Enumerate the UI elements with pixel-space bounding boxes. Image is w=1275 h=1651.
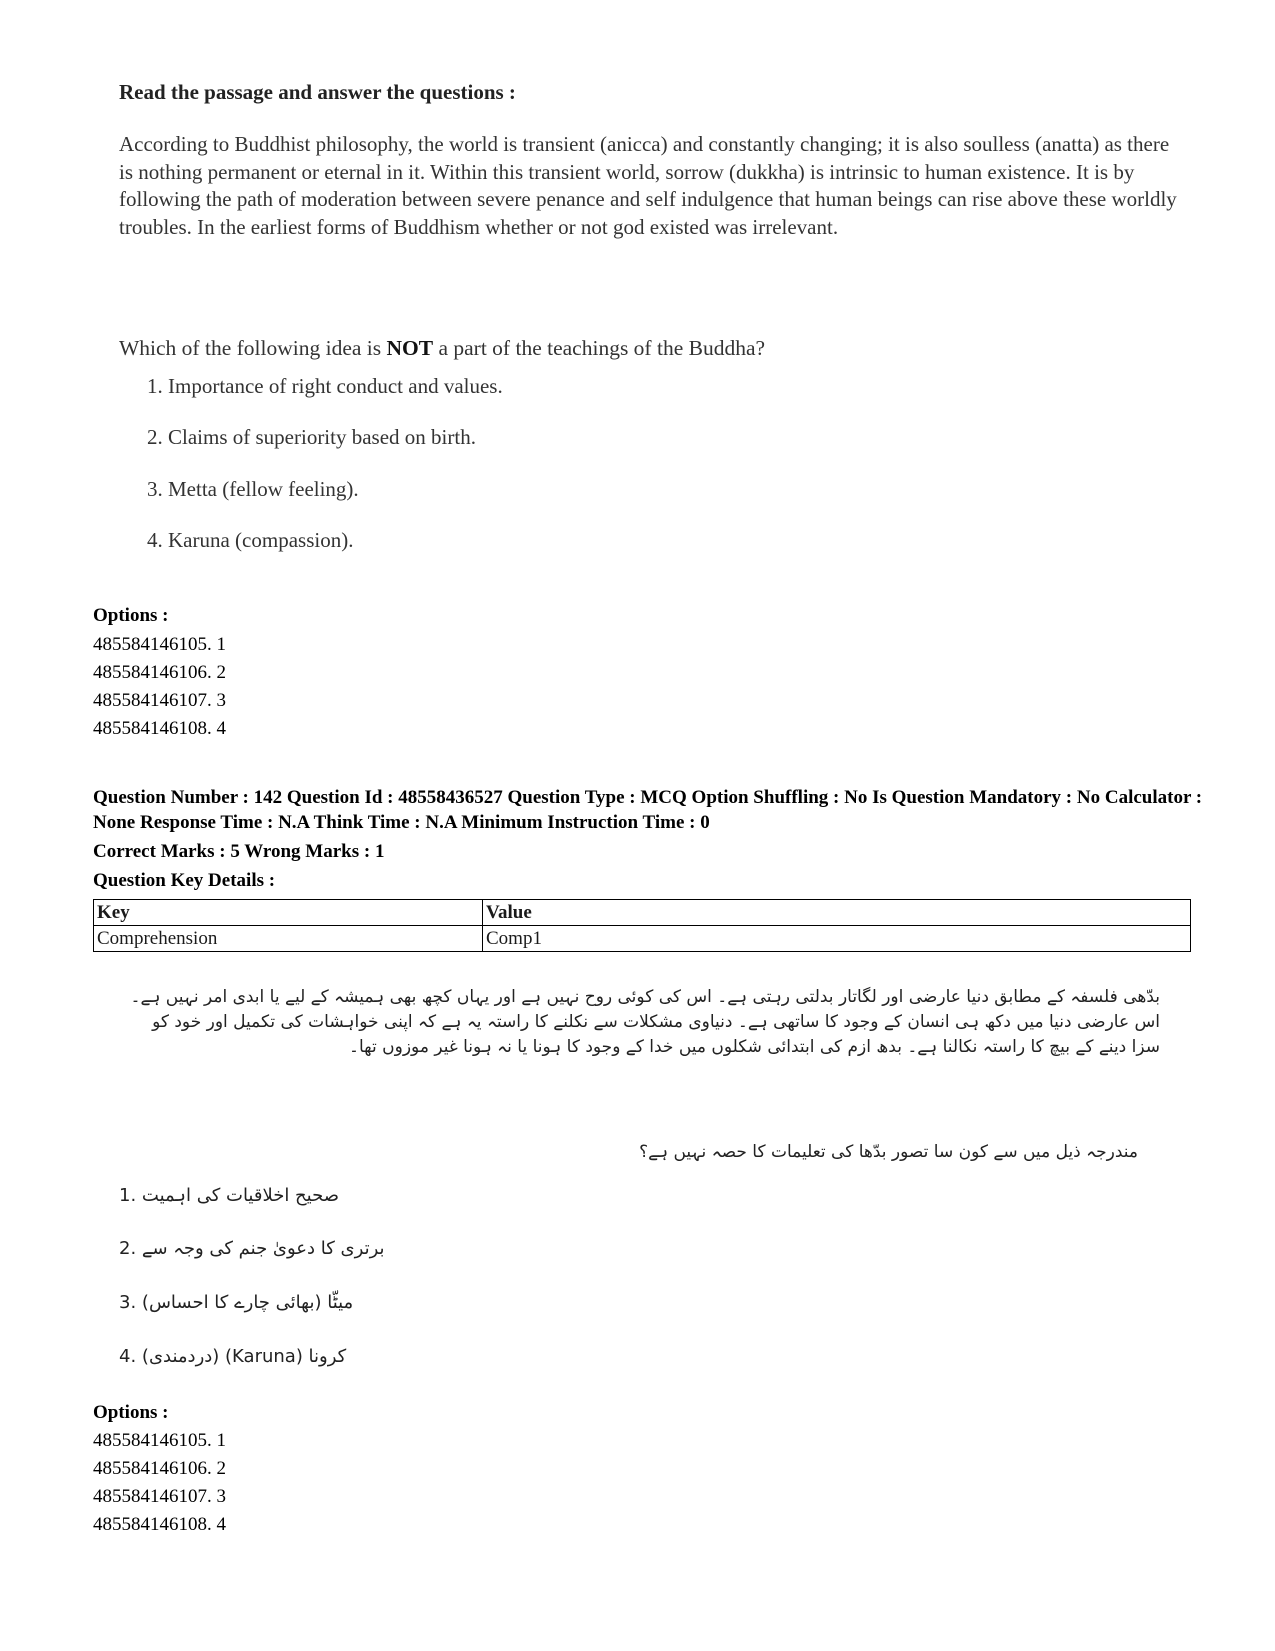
- option-item: 485584146108. 4: [93, 1514, 226, 1535]
- question-text-urdu: مندرجہ ذیل میں سے کون سا تصور بدّھا کی تعلیمات کا حصہ نہیں ہے؟: [639, 1142, 1138, 1162]
- table-cell-value: Comp1: [483, 926, 1191, 952]
- question-marks: Correct Marks : 5 Wrong Marks : 1: [93, 841, 385, 862]
- table-header-key: Key: [94, 900, 483, 926]
- choice-number: 4.: [119, 1346, 137, 1367]
- option-item: 485584146107. 3: [93, 1486, 226, 1507]
- choice-ur-3: [119, 1292, 353, 1313]
- question-emphasis: NOT: [386, 336, 434, 360]
- choice-en-1: 1. Importance of right conduct and values.: [147, 374, 503, 398]
- table-header-value: Value: [483, 900, 1191, 926]
- table-row: [94, 926, 1191, 952]
- choice-number: 1.: [119, 1185, 137, 1206]
- options-title: Options :: [93, 1402, 169, 1423]
- options-title: Options :: [93, 605, 169, 626]
- table-cell-key: Comprehension: [94, 926, 483, 952]
- passage-text: According to Buddhist philosophy, the world is transient (anicca) and constantly changing; it is also soulless (anatta) as there is nothing permanent or eternal in it. Within this transient world, sorrow (dukkha) is intrinsic to human existence. It is by following the path of moderation between severe penance and self indulgence that human beings can rise above these worldly troubles. In the earliest forms of Buddhism whether or not god existed was irrelevant.: [119, 132, 1177, 239]
- choice-number: 2.: [119, 1238, 137, 1259]
- option-item: 485584146107. 3: [93, 690, 226, 711]
- key-details-heading: Question Key Details :: [93, 870, 276, 891]
- option-item: 485584146105. 1: [93, 1430, 226, 1451]
- question-meta: Question Number : 142 Question Id : 48558436527 Question Type : MCQ Option Shuffling : No Is Question Mandatory : No Calculator : None Response Time : N.A Think Time : N.A Minimum Instruction Time : 0: [93, 787, 1203, 833]
- choice-ur-2: [119, 1238, 385, 1259]
- question-text-before: Which of the following idea is: [119, 336, 387, 360]
- key-details-table: [93, 899, 1191, 952]
- passage-text-urdu: بدّھی فلسفہ کے مطابق دنیا عارضی اور لگاتار بدلتی رہتی ہے۔ اس کی کوئی روح نہیں ہے اور یہاں کچھ بھی ہمیشہ کے لیے یا ابدی امر نہیں ہے۔ اس عارضی دنیا میں دکھ ہی انسان کے وجود کا ساتھی ہے۔ دنیاوی مشکلات سے نکلنے کا راستہ یہ ہے کہ اپنی خواہشات کی تکمیل اور خود کو سزا دینے کے بیچ کا راستہ نکالنا ہے۔ بدھ ازم کی ابتدائی شکلوں میں خدا کے وجود کا ہونا یا نہ ہونا غیر موزوں تھا۔: [130, 987, 1160, 1057]
- choice-en-2: 2. Claims of superiority based on birth.: [147, 425, 476, 449]
- choice-number: 3.: [119, 1292, 137, 1313]
- choice-text: میٹّا (بھائی چارے کا احساس): [141, 1292, 354, 1313]
- choice-text: صحیح اخلاقیات کی اہمیت: [141, 1185, 340, 1206]
- question-text-en: [119, 336, 765, 361]
- option-item: 485584146106. 2: [93, 662, 226, 683]
- option-item: 485584146106. 2: [93, 1458, 226, 1479]
- choice-en-3: 3. Metta (fellow feeling).: [147, 477, 359, 501]
- choice-ur-1: [119, 1185, 339, 1206]
- table-header-row: [94, 900, 1191, 926]
- choice-en-4: 4. Karuna (compassion).: [147, 528, 354, 552]
- passage-heading: Read the passage and answer the questions :: [119, 80, 516, 104]
- choice-text: کرونا (Karuna) (دردمندی): [141, 1346, 347, 1367]
- option-item: 485584146105. 1: [93, 634, 226, 655]
- question-text-after: a part of the teachings of the Buddha?: [433, 336, 766, 360]
- option-item: 485584146108. 4: [93, 718, 226, 739]
- choice-text: برتری کا دعویٰ جنم کی وجہ سے: [141, 1238, 385, 1259]
- choice-ur-4: [119, 1346, 346, 1367]
